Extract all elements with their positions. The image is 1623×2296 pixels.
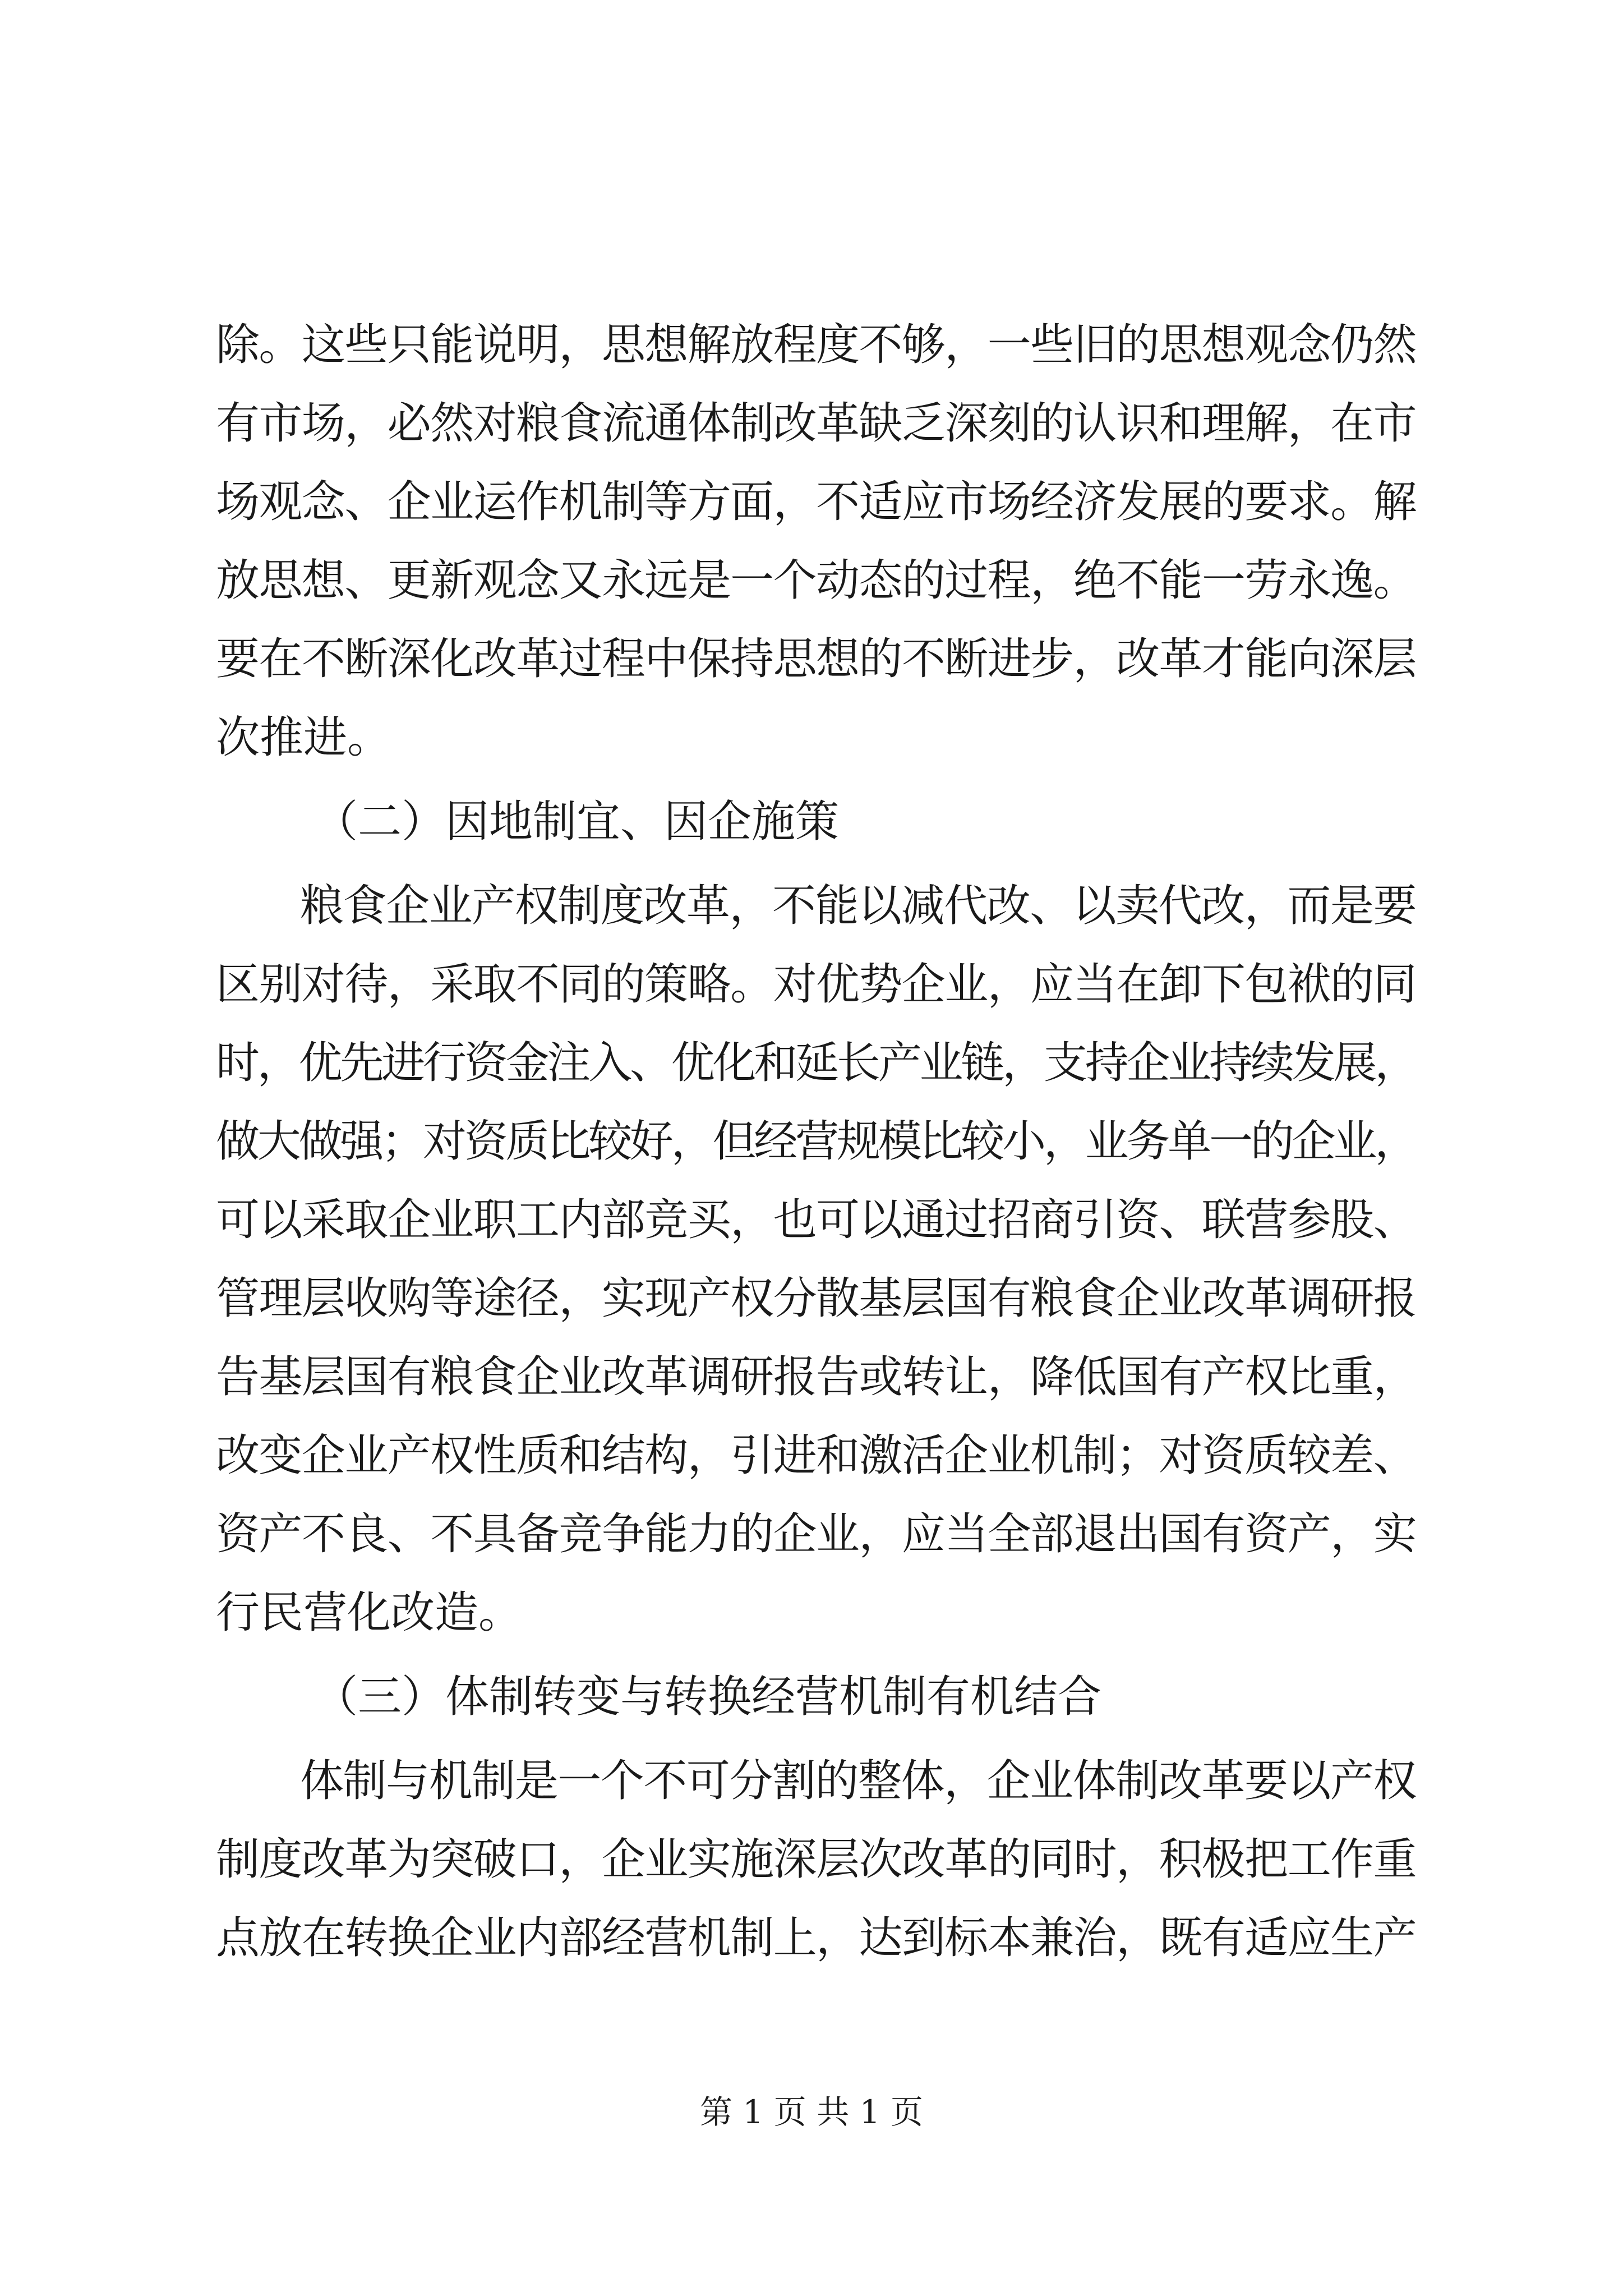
paragraph-line: 时，优先进行资金注入、优化和延长产业链，支持企业持续发展，: [216, 1038, 1417, 1088]
paragraph-line: 场观念、企业运作机制等方面，不适应市场经济发展的要求。解: [216, 477, 1417, 527]
paragraph-line: 区别对待，采取不同的策略。对优势企业，应当在卸下包袱的同: [216, 959, 1417, 1010]
paragraph-line: 制度改革为突破口，企业实施深层次改革的同时，积极把工作重: [216, 1834, 1417, 1885]
paragraph-line: 行民营化改造。: [216, 1588, 523, 1638]
paragraph-line: 次推进。: [216, 712, 391, 763]
paragraph-line: 资产不良、不具备竞争能力的企业，应当全部退出国有资产，实: [216, 1509, 1417, 1559]
paragraph-line: 有市场，必然对粮食流通体制改革缺乏深刻的认识和理解，在市: [216, 398, 1417, 449]
section-heading: （二）因地制宜、因企施策: [314, 797, 840, 847]
paragraph-line: 可以采取企业职工内部竞买，也可以通过招商引资、联营参股、: [216, 1195, 1417, 1245]
page-footer: 第 1 页 共 1 页: [700, 2093, 923, 2131]
section-heading: （三）体制转变与转换经营机制有机结合: [314, 1672, 1102, 1722]
paragraph-line: 点放在转换企业内部经营机制上，达到标本兼治，既有适应生产: [216, 1913, 1417, 1963]
paragraph-line: 体制与机制是一个不可分割的整体，企业体制改革要以产权: [300, 1756, 1417, 1806]
paragraph-line: 改变企业产权性质和结构，引进和激活企业机制；对资质较差、: [216, 1430, 1417, 1481]
paragraph-line: 管理层收购等途径，实现产权分散基层国有粮食企业改革调研报: [216, 1273, 1417, 1324]
paragraph-line: 告基层国有粮食企业改革调研报告或转让，降低国有产权比重，: [216, 1352, 1417, 1402]
paragraph-line: 除。这些只能说明，思想解放程度不够，一些旧的思想观念仍然: [216, 320, 1417, 370]
paragraph-line: 做大做强；对资质比较好，但经营规模比较小，业务单一的企业，: [216, 1116, 1417, 1167]
paragraph-line: 要在不断深化改革过程中保持思想的不断进步，改革才能向深层: [216, 634, 1417, 684]
paragraph-line: 粮食企业产权制度改革，不能以减代改、以卖代改，而是要: [300, 881, 1417, 931]
paragraph-line: 放思想、更新观念又永远是一个动态的过程，绝不能一劳永逸。: [216, 555, 1417, 606]
